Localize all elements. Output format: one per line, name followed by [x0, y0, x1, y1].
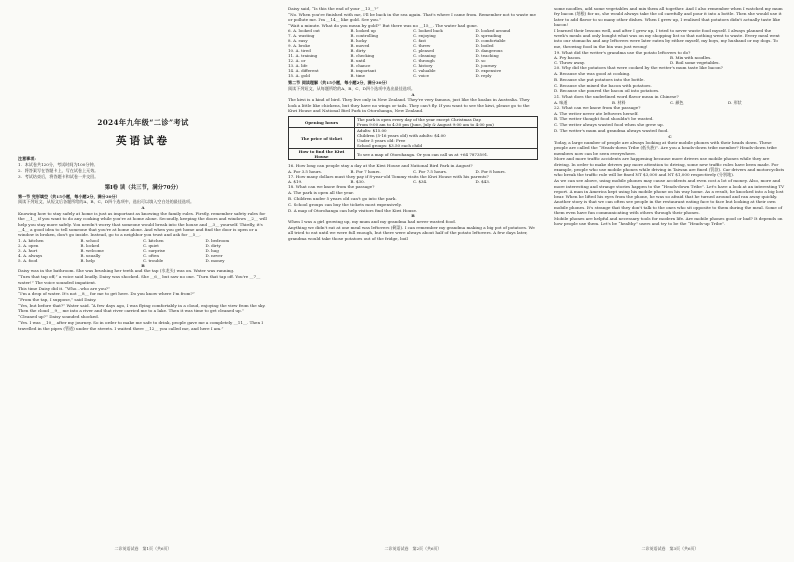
passage-b-paragraph: Daisy was in the bathroom. She was brushing her teeth and the tap (水龙头) was on. Water was running. — [18, 268, 235, 274]
option: B. welcome — [80, 247, 104, 253]
option: D. For 8 hours. — [475, 168, 506, 174]
option: D. bedroom — [205, 237, 230, 243]
option: B. Because she put potatoes into the bottle. — [554, 76, 645, 82]
passage-b-label: B — [411, 213, 415, 219]
option: B. usually — [80, 252, 101, 258]
passage-b-paragraph: “No. When you're finished with me, I'll be back in the sea again. That's where I came from. Remember not to waste me or pollute me. I'm __14__ like gold. See you.” — [288, 11, 536, 23]
passage-b-paragraph: “Wait a minute. What do you mean by gold?” But there was no __15__. The water had gone. — [288, 23, 479, 29]
option: 6. A. looked out — [288, 28, 320, 34]
option: B. chance — [350, 63, 371, 69]
passage-b-paragraph: “Yes. I was __10__ after my journey. So in order to make me safe to drink, people gave me a completely __11__. Then I travelled in the pipes (管道) under the streets. I waited there __12__ you called me, and here I am.” — [18, 320, 263, 331]
table-value: From 9:00 am to 4:30 pm (June, July & August 9:00 am to 4:00 pm) — [357, 122, 494, 128]
option: C. quiet — [143, 242, 159, 248]
question-19: 19. What did the writer's grandma use the potato leftovers to do? — [554, 49, 691, 55]
option: C. For 7.5 hours. — [413, 168, 448, 174]
option: C. pleased — [413, 48, 435, 54]
option: 5. A. food — [18, 257, 38, 263]
option: D. $43. — [475, 178, 491, 184]
table-value: Adults: $15.00 — [357, 128, 387, 134]
option: A. 味道 — [554, 99, 568, 105]
question-17: 17. How many dollars must they pay if 8-year-old Tommy visits the Kiwi House with his parents? — [288, 173, 489, 179]
option: B. checking — [350, 53, 375, 59]
passage-b-paragraph: Anything we didn't eat at one meal was leftovers (剩菜). I can remember my grandma making a big pot of potatoes. We all tried to eat until we were full enough, but there were always about half of the potato leftovers. A few days later, grandma would take those potatoes out of the fridge, boil — [288, 225, 535, 241]
option: C. Because she mixed the bacon with potatoes. — [554, 82, 652, 88]
option: D. money — [205, 257, 225, 263]
page-1 — [16, 6, 270, 554]
notice-item: 1．本试卷共120分，考试时间为100分钟。 — [18, 161, 98, 167]
notice-label: 注意事项: — [18, 156, 36, 161]
option: B. dirty — [350, 48, 366, 54]
option: D. expensive — [475, 68, 502, 74]
option: C. voice — [413, 73, 430, 79]
option: C. kitchen — [143, 237, 164, 243]
question-21: 21. What does the underlined word flavor mean in Chinese? — [554, 94, 679, 100]
page-footer: 二诊英语试卷 第1页（共6页） — [114, 546, 172, 551]
option: D. Boil some vegetables. — [670, 59, 720, 65]
option: C. through — [413, 58, 435, 64]
option: A. Fry bacon. — [554, 54, 582, 60]
passage-a-text: The kiwi is a kind of bird. They live only in New Zealand. They're very famous, just like the koalas in Australia. They look a little like chickens, but they have no wings or tails. They can't fly. If you want to see the kiwi, please go to the Kiwi House and National Bird Park in Otorohanga, New Zealand. — [288, 97, 530, 114]
passage-c-paragraph: Today, a large number of people are always looking at their mobile phones with their heads down. These people are called the “Heads-down Tribe (低头族)”. Are you a heads-down tribe member? Heads-down tribe members now can be seen everywhere. — [554, 139, 777, 156]
option: B. Mix with noodles. — [670, 54, 712, 60]
kiwi-info-table — [288, 116, 538, 160]
passage-b-paragraph: I learned their lessons well, and after I grew up, I tried to never waste food myself. I always planned the week's meals and only bought what was on my shopping list so that nothing went to waste. Every meal went into our stomachs and any leftovers were later eaten by either myself, my boys, my husband or my dogs. To me, throwing food in the bin was just wrong! — [554, 27, 780, 49]
table-value: Children (5-16 years old) with adults: $4.00 — [357, 133, 446, 139]
option: D. journey — [475, 63, 497, 69]
option: 8. A. easy — [288, 38, 308, 44]
option: D. dangerous — [475, 48, 503, 54]
question-16: 16. How long can people stay a day at the Kiwi House and National Bird Park in August? — [288, 163, 473, 169]
table-row — [289, 117, 538, 128]
option-row — [288, 73, 538, 78]
page-2 — [286, 6, 540, 554]
passage-b-paragraph: “I'm a drop of water. It's not __8__ for me to get here. Do you know where I'm from?” — [18, 291, 195, 297]
table-value: The park is open every day of the year except Christmas Day. — [357, 117, 482, 123]
option: A. The writer never ate leftovers herself. — [554, 110, 639, 116]
option: D. boiled — [475, 43, 494, 49]
section-1-heading: 第一节 完形填空（共15小题，每小题2分，满分30分） — [18, 193, 120, 199]
option: D. Because she poured the bacon oil into potatoes. — [554, 88, 660, 94]
passage-b-paragraph: When I was a girl growing up, my mum and my grandma had never wasted food. — [288, 219, 457, 225]
option: A. $19. — [288, 178, 303, 184]
notice-item: 3．考试结束后，将答题卡和试卷一并交回。 — [18, 173, 99, 179]
option: 14. A. different — [288, 68, 319, 74]
option: B. controlling — [350, 33, 379, 39]
notice-item: 2．将答案写在答题卡上，写在试卷上无效。 — [18, 167, 99, 173]
option: D. never — [205, 252, 223, 258]
option: 1. A. kitchen — [18, 237, 44, 243]
option: B. 材料 — [612, 99, 626, 105]
passage-b-paragraph: Daisy said, “Is this the end of your __13__?” — [288, 6, 379, 11]
option: D. A map of Otorohanga can help visitors find the Kiwi House. — [288, 207, 418, 213]
option: A. The park is open all the year. — [288, 189, 354, 195]
option: 11. A. training — [288, 53, 318, 59]
table-key: The price of ticket — [289, 128, 355, 149]
option: C. School groups can buy the tickets most expensively. — [288, 201, 402, 207]
option: C. enjoying — [413, 33, 436, 39]
passage-b-label: B — [141, 262, 145, 268]
option: 10. A. tired — [288, 48, 311, 54]
option: B. $30. — [350, 178, 365, 184]
table-value: Under 5 years old: Free — [357, 138, 406, 144]
option: D. hug — [205, 247, 219, 253]
option: B. Children under 5 years old can't go into the park. — [288, 195, 397, 201]
option: 12. A. or — [288, 58, 306, 64]
option: B. lucky — [350, 38, 367, 44]
option: D. dirty — [205, 242, 221, 248]
option: C. often — [143, 252, 159, 258]
table-value: To see a map of Otorohanga. Or you can call us at +64 7873591. — [355, 149, 538, 160]
section-2-instructions: 阅读下列短文，从每题所给的A、B、C、D四个选项中选出最佳选项。 — [288, 85, 416, 91]
option: B. locked — [80, 242, 100, 248]
option: B. The writer thought food shouldn't be wasted. — [554, 116, 654, 122]
passage-a-text: Knowing how to stay safely at home is just as important as knowing the family rules. Firstly, remember safety rules for the __1__ if you want to do any cooking while you're at home alone. Secondly, keeping the doors and windows __2__ will help you stay more safely. You needn't worry that someone would break into the house and __3__ yourself. Thirdly, it's __4__ a good idea to tell someone that you're at home alone. And when you get home and find the door is open or a window is broken, don't go inside. Instead, go to a neighbor you trust and ask for __5__. — [18, 211, 267, 238]
option: 3. A. hurt — [18, 247, 38, 253]
table-row — [289, 128, 538, 149]
question-20: 20. Why did the potatoes that were cooked by the writer's mum taste like bacon? — [554, 64, 723, 70]
option: B. school — [80, 237, 99, 243]
passage-c-paragraph: More and more traffic accidents are happening because more drivers use mobile phones while they are driving. In order to make drivers pay more attention to driving, some new traffic rules have been made. For example, people who use mobile phones while driving in Taiwan are fined (罚款). Car drivers and motorcyclists who break the traffic rule will be fined NT $3,000 and NT $1,000 respectively (分别地). — [554, 156, 785, 178]
question-18: 18. What can we know from the passage? — [288, 183, 375, 189]
table-cell — [355, 128, 538, 149]
passage-b-paragraph: This time Daisy did it. “Who…who are you?” — [18, 285, 111, 291]
option: D. spreading — [475, 33, 502, 39]
q16-options — [288, 169, 538, 174]
passage-c-paragraph: Mobile phones are helpful and necessary tools for modern life. Are mobile phones good or bad? It depends on how people use them. Let's be “healthy” users and try to be the “Heads-up Tribe”. — [554, 215, 783, 227]
option: B. looked up — [350, 28, 376, 34]
option: C. The writer always wasted food when she grew up. — [554, 122, 664, 128]
option: 7. A. wasting — [288, 33, 315, 39]
option: 15. A. gold — [288, 73, 310, 79]
option: 2. A. open — [18, 242, 39, 248]
page-footer: 二诊英语试卷 第3页（共6页） — [641, 546, 699, 551]
exam-subtitle: 英语试卷 — [116, 135, 170, 147]
section-1-instructions: 阅读下列短文，从短文后各题所给的A、B、C、D四个选项中，选出可以填入空白处的最佳选项。 — [18, 199, 195, 205]
option: B. help — [80, 257, 95, 263]
option: D. The writer's mum and grandma always wasted food. — [554, 128, 669, 134]
page-3 — [552, 6, 788, 554]
table-cell — [355, 117, 538, 128]
option: C. $34. — [413, 178, 428, 184]
option: C. looked back — [413, 28, 443, 34]
option: C. fast — [413, 38, 426, 44]
option: 4. A. always — [18, 252, 43, 258]
option: C. history — [413, 63, 433, 69]
option: C. threw — [413, 43, 431, 49]
option: B. important — [350, 68, 377, 74]
passage-c-label: C — [668, 134, 672, 140]
option: D. comfortable — [475, 38, 506, 44]
option: D. teaching — [475, 53, 499, 59]
option: D. so — [475, 58, 486, 64]
option: D. reply — [475, 73, 492, 79]
page-footer: 二诊英语试卷 第2页（共6页） — [384, 546, 442, 551]
q6-15-options — [288, 28, 538, 78]
passage-a-label: A — [411, 91, 415, 97]
passage-b-paragraph: “Turn that tap off,” a voice said loudly. Daisy was shocked. She __6__ but saw no one. “Turn that tap off. You're __7__ water!” The voice sounded impatient. — [18, 274, 261, 285]
passage-a-label: A — [141, 205, 145, 211]
option: C. cleaning — [413, 53, 436, 59]
option: 13. A. life — [288, 63, 308, 69]
option: C. surprise — [143, 247, 166, 253]
option: C. Throw away. — [554, 59, 585, 65]
option: B. time — [350, 73, 366, 79]
passage-b-paragraph: “Cleaned up?” Daisy sounded shocked. — [18, 314, 100, 320]
question-22: 22. What can we know from the passage? — [554, 104, 641, 110]
part1-title: 第Ⅰ卷 读（共三节，满分70分） — [104, 184, 182, 191]
exam-title: 2024年九年级“二诊”考试 — [97, 118, 189, 127]
q19-options — [554, 55, 786, 65]
table-key: Opening hours — [289, 117, 355, 128]
option: C. valuable — [413, 68, 436, 74]
q5-options — [18, 258, 268, 263]
passage-c-paragraph: As we can see above, using mobile phones may cause accidents and even cost a lot of money. Also, more and more interesting and strange stories happen to the “Heads-down Tribe”. Let's have a look at an interesting TV report. A man in America kept using his mobile phone on his way home. As a result, he knocked into a big lost bear. When he lifted his eyes from the phone, he was so afraid that he turned around and ran away quickly. Another story is that we can often see people in the restaurant eating face to face but looking at their own mobile phones. It's strange that they don't talk to the ones who sit opposite to them during the meal. Some of them even have fun communicating with others through their phones. — [554, 178, 785, 215]
option: C. 颜色 — [670, 99, 684, 105]
option: 9. A. broke — [288, 43, 311, 49]
option: A. For 3.5 hours. — [288, 168, 323, 174]
table-value: School groups: $3.50 each child — [357, 143, 423, 149]
passage-b-paragraph: some noodles, add some vegetables and mix them all together. And I also remember when I watched my mum fry bacon (培根) for us, she would always take the oil carefully and pour it into a bottle. Then she would use it later to add flavor to so many other dishes. When I grew up, I realised that potatoes didn't actually taste like bacon! — [554, 6, 783, 27]
table-row — [289, 149, 538, 160]
passage-b-paragraph: “From the tap, I suppose,” said Daisy. — [18, 297, 97, 303]
table-key: How to find the Kiwi House — [289, 149, 355, 160]
option: A. Because she was good at cooking. — [554, 70, 631, 76]
section-2-heading: 第二节 阅读理解（共15小题，每小题2分，满分30分） — [288, 80, 390, 86]
option: B. until — [350, 58, 366, 64]
option: B. For 7 hours. — [350, 168, 381, 174]
option: D. 形状 — [728, 99, 742, 105]
option: C. trouble — [143, 257, 164, 263]
option: B. moved — [350, 43, 370, 49]
q21-options — [554, 100, 786, 105]
option: D. looked around — [475, 28, 511, 34]
passage-b-paragraph: “Yes, but before that?” Water said. “A few days ago, I was flying comfortably in a cloud, enjoying the view from the sky. Then the cloud __9__ me into a river and that river carried me to a lake. Then it was time to get cleaned up.” — [18, 303, 266, 314]
